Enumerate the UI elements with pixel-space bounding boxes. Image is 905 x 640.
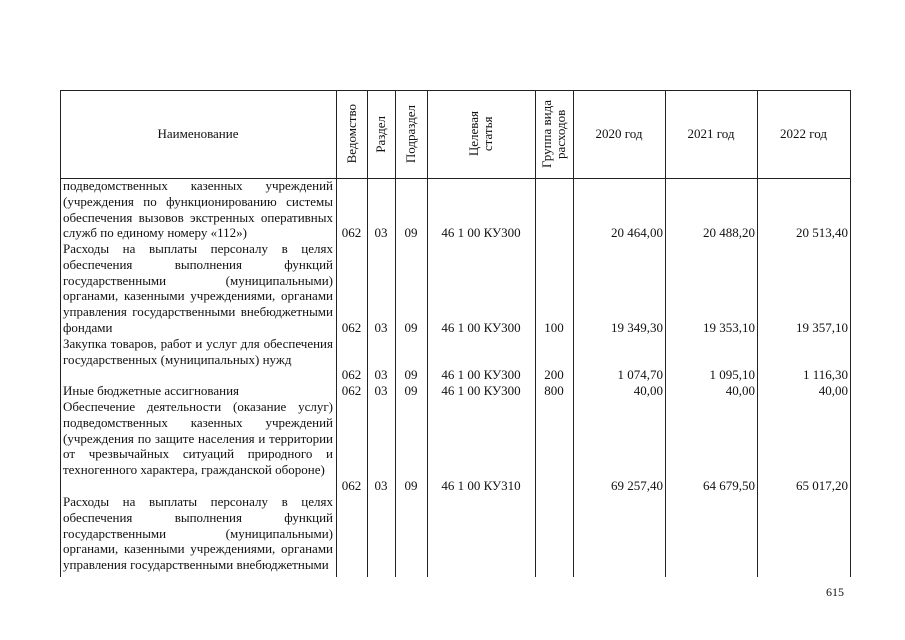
row-dept: 062 bbox=[341, 478, 362, 493]
row-2020: 40,00 bbox=[633, 383, 663, 398]
row-name: Иные бюджетные ассигнования bbox=[63, 383, 240, 398]
row-name: Расходы на выплаты персоналу в целях обеспечения выполнения функций государственными (муниципальными) органами, казенными учреждениями, органами управления государственными внебюджетными bbox=[63, 494, 333, 573]
header-2021 bbox=[665, 90, 757, 178]
row-subsection: 09 bbox=[404, 320, 418, 335]
header-subsection bbox=[395, 90, 427, 178]
row-name: подведомственных казенных учреждений (учреждения по функционированию системы обеспечения вызовов экстренных оперативных служб по единому номеру «112») bbox=[63, 178, 333, 241]
row-subsection: 09 bbox=[404, 383, 418, 398]
row-2020: 19 349,30 bbox=[611, 320, 663, 335]
row-target: 46 1 00 КУ310 bbox=[441, 478, 521, 493]
header-2020-text: 2020 год bbox=[595, 126, 643, 141]
header-target-line1: Целевая bbox=[466, 111, 481, 157]
row-dept: 062 bbox=[341, 383, 362, 398]
header-name bbox=[60, 90, 336, 178]
row-section: 03 bbox=[374, 367, 388, 382]
row-2021: 1 095,10 bbox=[709, 367, 755, 382]
row-section: 03 bbox=[374, 383, 388, 398]
header-section bbox=[367, 90, 395, 178]
row-subsection: 09 bbox=[404, 367, 418, 382]
header-section-text: Раздел bbox=[373, 115, 388, 153]
header-2021-text: 2021 год bbox=[687, 126, 735, 141]
header-group-line1: Группа вида bbox=[539, 100, 554, 168]
row-dept: 062 bbox=[341, 320, 362, 335]
row-2020: 1 074,70 bbox=[617, 367, 663, 382]
row-name: Расходы на выплаты персоналу в целях обеспечения выполнения функций государственными (муниципальными) органами, казенными учреждениями, органами управления государственными внебюджетными фондами bbox=[63, 241, 333, 335]
row-target: 46 1 00 КУ300 bbox=[441, 367, 521, 382]
row-subsection: 09 bbox=[404, 478, 418, 493]
row-2022: 20 513,40 bbox=[796, 225, 848, 240]
row-group: 800 bbox=[544, 383, 564, 398]
row-2020: 69 257,40 bbox=[611, 478, 663, 493]
header-target-line2: статья bbox=[480, 116, 495, 152]
header-target bbox=[427, 90, 535, 178]
budget-table bbox=[60, 90, 851, 577]
col-divider bbox=[850, 90, 851, 577]
row-name: Обеспечение деятельности (оказание услуг) подведомственных казенных учреждений (учреждения по защите населения и территории от чрезвычайных ситуаций природного и техногенного характера, гражданской обороне) bbox=[63, 399, 333, 478]
row-target: 46 1 00 КУ300 bbox=[441, 225, 521, 240]
row-2021: 19 353,10 bbox=[703, 320, 755, 335]
row-2021: 64 679,50 bbox=[703, 478, 755, 493]
header-dept bbox=[336, 90, 367, 178]
header-group bbox=[535, 90, 573, 178]
row-group: 200 bbox=[544, 367, 564, 382]
row-2021: 40,00 bbox=[725, 383, 755, 398]
row-dept: 062 bbox=[341, 225, 362, 240]
row-section: 03 bbox=[374, 478, 388, 493]
header-name-text: Наименование bbox=[157, 126, 239, 141]
row-subsection: 09 bbox=[404, 225, 418, 240]
header-subsection-text: Подраздел bbox=[403, 104, 418, 164]
header-dept-text: Ведомство bbox=[343, 104, 359, 164]
row-target: 46 1 00 КУ300 bbox=[441, 383, 521, 398]
row-2020: 20 464,00 bbox=[611, 225, 663, 240]
row-2022: 19 357,10 bbox=[796, 320, 848, 335]
header-2022 bbox=[757, 90, 850, 178]
row-group: 100 bbox=[544, 320, 564, 335]
row-name: Закупка товаров, работ и услуг для обеспечения государственных (муниципальных) нужд bbox=[63, 336, 333, 367]
row-2021: 20 488,20 bbox=[703, 225, 755, 240]
row-2022: 40,00 bbox=[818, 383, 848, 398]
page-number: 615 bbox=[826, 585, 844, 599]
row-dept: 062 bbox=[341, 367, 362, 382]
row-2022: 1 116,30 bbox=[802, 367, 848, 382]
header-2020 bbox=[573, 90, 665, 178]
header-group-line2: расходов bbox=[553, 109, 568, 159]
header-2022-text: 2022 год bbox=[780, 126, 827, 141]
row-section: 03 bbox=[374, 320, 388, 335]
row-2022: 65 017,20 bbox=[796, 478, 848, 493]
row-target: 46 1 00 КУ300 bbox=[441, 320, 521, 335]
row-section: 03 bbox=[374, 225, 388, 240]
